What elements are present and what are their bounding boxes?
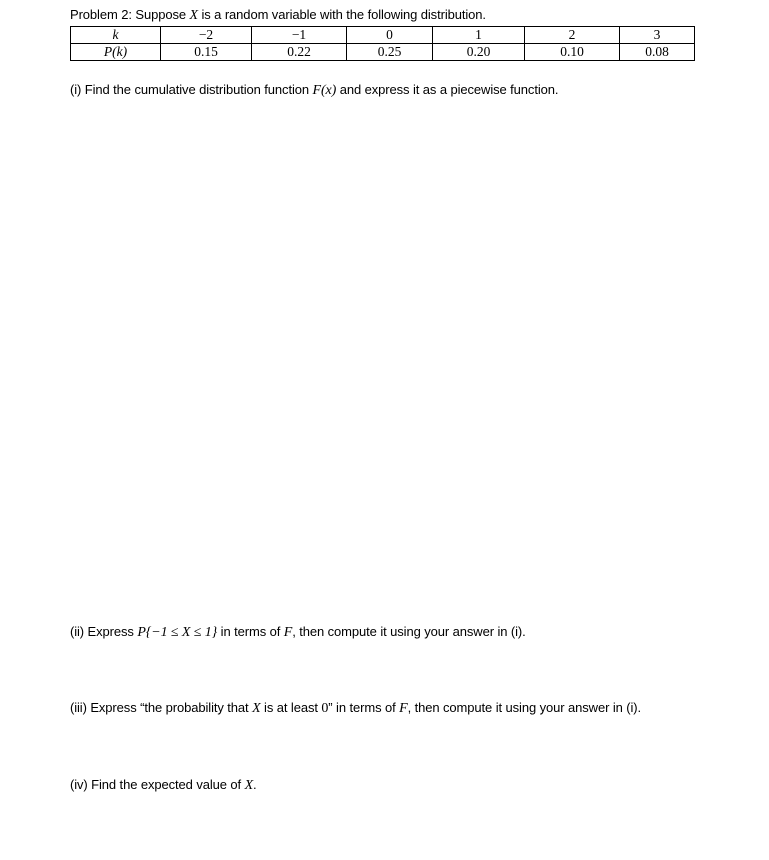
- p-value: 0.20: [433, 44, 525, 61]
- question-iv: [70, 777, 257, 794]
- question-ii-prefix: (ii) Express: [70, 624, 138, 639]
- question-i-suffix: and express it as a piecewise function.: [336, 82, 559, 97]
- k-value: 2: [525, 27, 620, 44]
- k-value: 3: [620, 27, 695, 44]
- question-iii-number: 0: [321, 701, 329, 716]
- question-iii-middle2: ” in terms of: [328, 700, 400, 715]
- table-row-k: [71, 27, 695, 44]
- k-value: 1: [433, 27, 525, 44]
- question-ii-suffix: , then compute it using your answer in (i).: [292, 624, 526, 639]
- random-variable-symbol: X: [189, 8, 198, 23]
- p-value: 0.08: [620, 44, 695, 61]
- question-ii-middle: in terms of: [217, 624, 284, 639]
- p-value: 0.25: [347, 44, 433, 61]
- row-header-k: k: [71, 27, 161, 44]
- p-value: 0.22: [252, 44, 347, 61]
- question-iv-prefix: (iv) Find the expected value of: [70, 777, 245, 792]
- k-value: 0: [347, 27, 433, 44]
- problem-intro-prefix: Problem 2: Suppose: [70, 7, 190, 22]
- row-header-pk: P(k): [71, 44, 161, 61]
- distribution-table: [70, 26, 695, 61]
- question-iv-suffix: .: [253, 777, 257, 792]
- question-i: [70, 82, 558, 99]
- question-ii-math: P{−1 ≤ X ≤ 1}: [137, 625, 218, 640]
- table-row-pk: [71, 44, 695, 61]
- question-iii-suffix: , then compute it using your answer in (i).: [407, 700, 642, 715]
- question-iii-middle: is at least: [260, 700, 322, 715]
- question-iv-math: X: [244, 778, 254, 793]
- k-value: −2: [161, 27, 252, 44]
- question-iii-math: X: [252, 701, 261, 716]
- question-iii: [70, 700, 641, 717]
- question-iii-prefix: (iii) Express “the probability that: [70, 700, 253, 715]
- question-iii-math2: F: [399, 701, 408, 716]
- p-value: 0.15: [161, 44, 252, 61]
- question-i-prefix: (i) Find the cumulative distribution function: [70, 82, 313, 97]
- k-value: −1: [252, 27, 347, 44]
- question-ii-math2: F: [283, 625, 293, 640]
- problem-intro-suffix: is a random variable with the following distribution.: [197, 7, 486, 22]
- question-ii: [70, 624, 526, 641]
- p-value: 0.10: [525, 44, 620, 61]
- question-i-math: F(x): [312, 83, 337, 98]
- problem-statement: [70, 7, 486, 24]
